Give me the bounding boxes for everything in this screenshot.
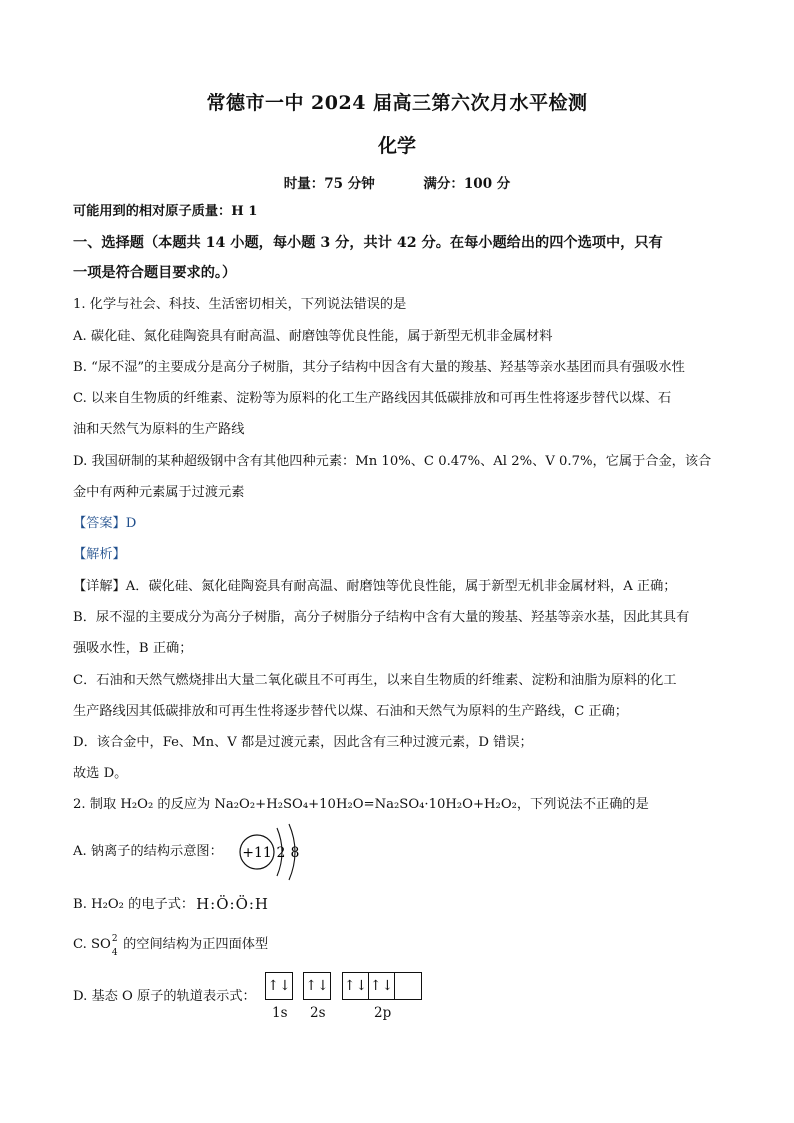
q2-option-c-label: C.	[73, 937, 92, 952]
shell-2-electrons: 8	[290, 845, 300, 861]
q1-option-c-line2: 油和天然气为原料的生产路线	[73, 422, 245, 437]
q1-detail-a: 【详解】A．碳化硅、氮化硅陶瓷具有耐高温、耐磨蚀等优良性能，属于新型无机非金属材料，A 正确；	[73, 579, 677, 594]
orbital-2s-label: 2s	[310, 1005, 326, 1021]
sulfate-charge: 2	[111, 934, 118, 944]
nucleus-charge: +11	[242, 845, 272, 861]
orbital-2p-cell-1: ↑↓	[343, 973, 369, 999]
sulfate-ion-symbol: SO	[91, 937, 111, 952]
q2-option-b-label: B. H₂O₂ 的电子式：	[73, 897, 195, 912]
sulfate-ion	[91, 934, 119, 958]
h2o2-electron-formula: H:Ö:Ö:H	[196, 895, 270, 913]
exam-title: 常德市一中 2024 届高三第六次月水平检测	[206, 92, 588, 114]
q1-answer: 【答案】D	[73, 516, 137, 531]
q1-detail-d: D．该合金中，Fe、Mn、V 都是过渡元素，因此含有三种过渡元素，D 错误；	[73, 735, 533, 750]
orbital-2p-cell-2: ↑↓	[369, 973, 395, 999]
orbital-2p-box	[342, 972, 422, 1000]
orbital-2p-label: 2p	[374, 1005, 392, 1021]
q1-option-b: B. “尿不湿”的主要成分是高分子树脂，其分子结构中因含有大量的羧基、羟基等亲水基团而具有强吸水性	[73, 360, 685, 375]
orbital-2p-cell-3	[395, 973, 421, 999]
q1-option-d-line1: D. 我国研制的某种超级钢中含有其他四种元素：Mn 10%、C 0.47%、Al 2%、V 0.7%，它属于合金，该合	[73, 454, 712, 469]
orbital-1s-cell: ↑↓	[267, 978, 291, 994]
q1-detail-c-line1: C．石油和天然气燃烧排出大量二氧化碳且不可再生，以来自生物质的纤维素、淀粉和油脂为原料的化工	[73, 673, 677, 688]
orbital-1s-label: 1s	[272, 1005, 288, 1021]
exam-meta	[0, 172, 794, 192]
q1-detail-b-line2: 强吸水性，B 正确；	[73, 641, 193, 656]
sodium-ion-structure-svg	[237, 822, 307, 882]
full-score: 满分：100 分	[423, 176, 511, 192]
q1-conclusion: 故选 D。	[73, 766, 128, 781]
q1-option-a: A. 碳化硅、氮化硅陶瓷具有耐高温、耐磨蚀等优良性能，属于新型无机非金属材料	[73, 329, 553, 344]
q1-option-c-line1: C. 以来自生物质的纤维素、淀粉等为原料的化工生产路线因其低碳排放和可再生性将逐步替代以煤、石	[73, 391, 672, 406]
q1-detail-b-line1: B．尿不湿的主要成分为高分子树脂，高分子树脂分子结构中含有大量的羧基、羟基等亲水基，因此其具有	[73, 610, 690, 625]
orbital-1s-box	[265, 972, 293, 1000]
q2-option-c	[73, 934, 723, 958]
q2-stem: 2. 制取 H₂O₂ 的反应为 Na₂O₂+H₂SO₄+10H₂O=Na₂SO₄·10H₂O+H₂O₂，下列说法不正确的是	[73, 797, 649, 812]
q1-analysis-label: 【解析】	[73, 547, 126, 562]
sodium-ion-structure-diagram	[237, 822, 307, 882]
sulfate-subscript: 4	[111, 948, 118, 958]
atomic-mass-note: 可能用到的相对原子质量：H 1	[73, 204, 258, 219]
shell-1-electrons: 2	[276, 845, 286, 861]
q2-option-a-label: A. 钠离子的结构示意图：	[73, 844, 223, 859]
sulfate-ion-indices	[111, 934, 119, 958]
subject-title: 化学	[377, 135, 416, 157]
q1-option-d-line2: 金中有两种元素属于过渡元素	[73, 485, 245, 500]
q1-stem: 1. 化学与社会、科技、生活密切相关，下列说法错误的是	[73, 297, 407, 312]
orbital-2s-cell: ↑↓	[305, 978, 329, 994]
q2-option-d-label: D. 基态 O 原子的轨道表示式：	[73, 989, 256, 1004]
orbital-2s-box	[303, 972, 331, 1000]
q1-detail-c-line2: 生产路线因其低碳排放和可再生性将逐步替代以煤、石油和天然气为原料的生产路线，C 正确；	[73, 704, 628, 719]
q2-option-b	[73, 894, 723, 914]
section-heading-line1: 一、选择题（本题共 14 小题，每小题 3 分，共计 42 分。在每小题给出的四个选项中，只有	[73, 235, 663, 251]
q2-option-c-text: 的空间结构为正四面体型	[118, 937, 269, 952]
time-limit: 时量：75 分钟	[283, 176, 375, 192]
section-heading-line2: 一项是符合题目要求的。）	[73, 265, 237, 281]
